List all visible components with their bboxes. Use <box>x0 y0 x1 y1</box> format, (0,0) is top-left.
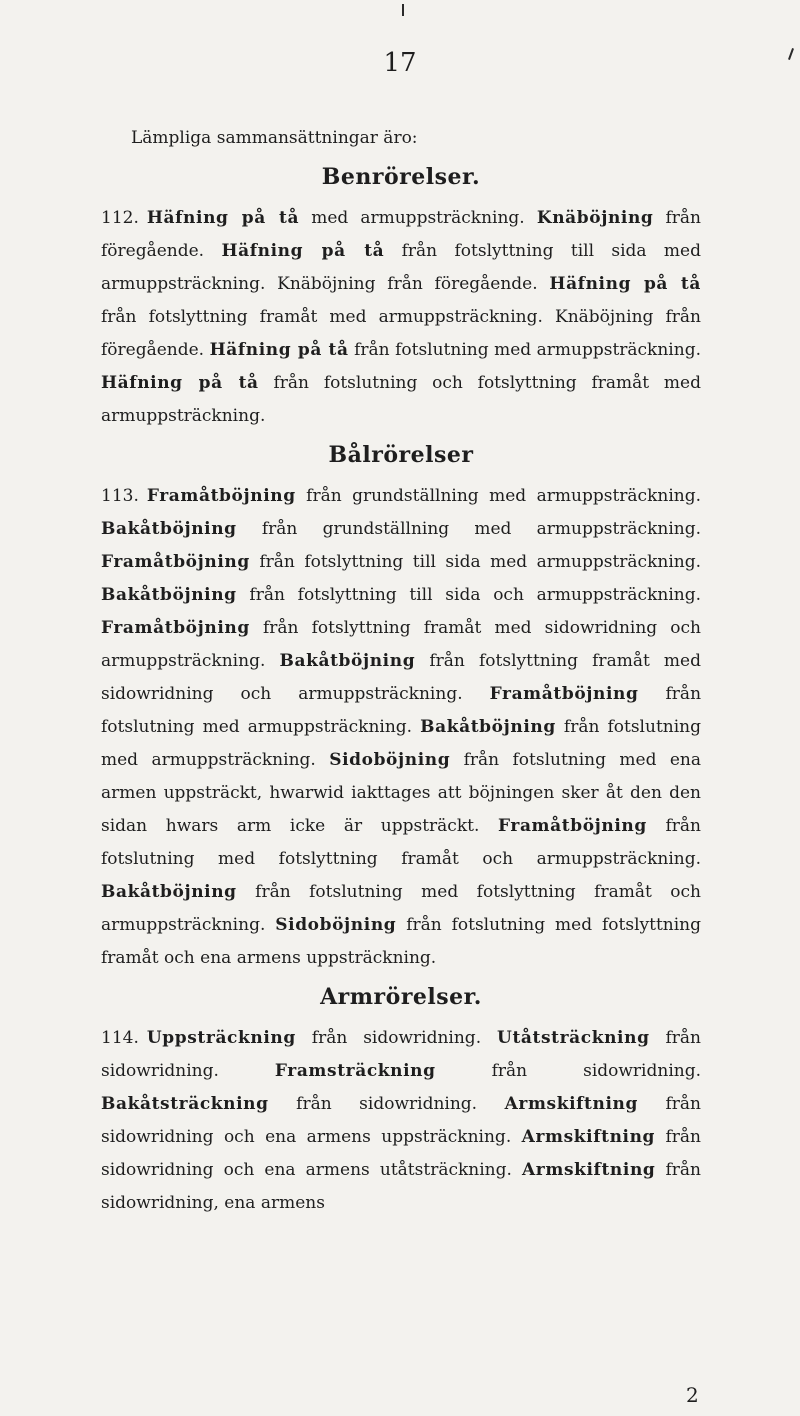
exercise-term: Armskiftning <box>522 1160 656 1180</box>
exercise-text: från fotslutning med armuppsträckning. <box>348 340 701 360</box>
exercise-term: Bakåtböjning <box>101 519 237 539</box>
exercise-text: från fotslutning med ena armen uppsträckt, hwarwid iakttages att böjningen sker åt den den sidan hwars arm icke är uppsträckt. <box>101 750 701 836</box>
exercise-text: med armuppsträckning. <box>299 208 537 228</box>
section-armrorelser <box>101 981 701 1220</box>
exercise-text: från fotslyttning till sida med armuppsträckning. Knäböjning från föregående. <box>101 241 701 294</box>
exercise-term: Häfning på tå <box>209 340 349 360</box>
exercise-term: Framåtböjning <box>101 618 250 638</box>
section-heading: Benrörelser. <box>321 164 481 190</box>
exercise-text: från fotslutning med armuppsträckning. <box>101 684 702 737</box>
exercise-text: från fotslutning med fotslyttning framåt och armuppsträckning. <box>101 882 701 935</box>
exercise-text: från sidowridning, ena armens <box>101 1160 702 1213</box>
exercise-text: från sidowridning. <box>435 1061 701 1081</box>
exercise-text: från fotslutning med armuppsträckning. <box>101 717 701 770</box>
exercise-text: från sidowridning. <box>101 1028 701 1081</box>
print-speck <box>402 4 404 16</box>
exercise-paragraph <box>101 480 701 975</box>
exercise-text: från fotslutning med fotslyttning framåt och ena armens uppsträckning. <box>101 915 701 968</box>
exercise-term: Bakåtböjning <box>279 651 416 671</box>
section-benrorelser <box>101 161 701 433</box>
exercise-text: från fotslyttning framåt med armuppsträckning. Knäböjning från föregående. <box>101 307 701 360</box>
exercise-paragraph <box>101 202 701 433</box>
exercise-text: från sidowridning. <box>268 1094 505 1114</box>
exercise-term: Knäböjning <box>536 208 654 228</box>
exercise-term: Framåtböjning <box>146 486 296 506</box>
exercise-text: från fotslyttning till sida och armuppsträckning. <box>236 585 701 605</box>
exercise-term: Sidoböjning <box>329 750 451 770</box>
exercise-term: Häfning på tå <box>221 241 385 261</box>
signature-mark: 2 <box>686 1383 699 1407</box>
exercise-term: Häfning på tå <box>146 208 300 228</box>
exercise-term: Sidoböjning <box>275 915 397 935</box>
exercise-paragraph <box>101 1022 701 1220</box>
exercise-term: Framåtböjning <box>101 552 250 572</box>
exercise-term: Häfning på tå <box>549 274 701 294</box>
exercise-term: Bakåtsträckning <box>101 1094 269 1114</box>
page-number: 17 <box>383 48 417 78</box>
exercise-term: Armskiftning <box>521 1127 656 1147</box>
exercise-term: Framsträckning <box>274 1061 436 1081</box>
exercise-term: Bakåtböjning <box>101 585 237 605</box>
exercise-text: från fotslyttning framåt med sidowridning och armuppsträckning. <box>101 618 701 671</box>
paragraph-number: 113. <box>101 486 139 506</box>
exercise-term: Framåtböjning <box>498 816 647 836</box>
text-column <box>101 122 701 1226</box>
exercise-text: från föregående. <box>101 208 701 261</box>
exercise-text: från grundställning med armuppsträckning. <box>236 519 701 539</box>
exercise-text: från fotslutning och fotslyttning framåt med armuppsträckning. <box>101 373 701 426</box>
exercise-text: från fotslyttning framåt med sidowridning och armuppsträckning. <box>101 651 701 704</box>
section-heading: Armrörelser. <box>320 984 482 1010</box>
section-heading: Bålrörelser <box>328 442 474 468</box>
exercise-text: från fotslutning med fotslyttning framåt och armuppsträckning. <box>101 816 702 869</box>
exercise-term: Bakåtböjning <box>101 882 237 902</box>
exercise-term: Häfning på tå <box>101 373 259 393</box>
exercise-term: Utåtsträckning <box>497 1028 650 1048</box>
exercise-text: från fotslyttning till sida med armuppsträckning. <box>249 552 701 572</box>
exercise-text: från sidowridning och ena armens uppsträckning. <box>101 1094 701 1147</box>
section-balrorelser <box>101 439 701 975</box>
intro-line: Lämpliga sammansättningar äro: <box>131 128 418 148</box>
paragraph-number: 114. <box>101 1028 139 1048</box>
exercise-term: Framåtböjning <box>489 684 639 704</box>
exercise-text: från sidowridning och ena armens utåtsträckning. <box>101 1127 701 1180</box>
paragraph-number: 112. <box>101 208 139 228</box>
exercise-term: Uppsträckning <box>146 1028 296 1048</box>
exercise-term: Bakåtböjning <box>420 717 556 737</box>
exercise-term: Armskiftning <box>504 1094 638 1114</box>
exercise-text: från sidowridning. <box>295 1028 498 1048</box>
exercise-text: från grundställning med armuppsträckning. <box>295 486 701 506</box>
